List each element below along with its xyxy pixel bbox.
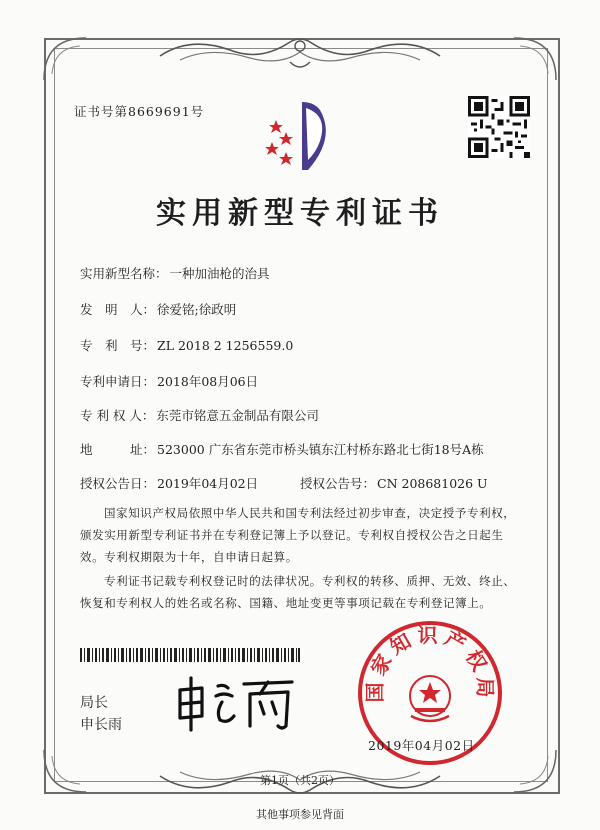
field-value: 徐爱铭;徐政明 [157,302,237,317]
corner-ornament-tl [40,34,90,84]
top-ornament [150,32,450,74]
field-label: 专利申请日： [80,374,156,389]
director-signature [172,672,302,734]
corner-ornament-br [510,746,560,796]
field-inventor [80,300,236,318]
field-value: 2018年08月06日 [157,374,259,389]
seal-text: 国家知识产权局 [362,623,498,703]
field-grant-announcement-number [300,474,488,492]
patent-office-emblem [262,98,342,174]
paragraph-grant-statement: 国家知识产权局依照中华人民共和国专利法经过初步审查，决定授予专利权，颁发实用新型专利证书并在专利登记簿上予以登记。专利权自授权公告之日起生效。专利权期限为十年，自申请日起算。 [80,506,516,564]
field-application-date [80,372,258,390]
page-number: 第1页（共2页） [260,774,340,787]
field-label: 实用新型名称： [80,266,168,281]
field-label: 授权公告号： [300,476,376,491]
paragraph-legal-status: 专利证书记载专利权登记时的法律状况。专利权的转移、质押、无效、终止、恢复和专利权人的姓名或名称、国籍、地址变更等事项记载在专利登记簿上。 [80,574,516,610]
barcode [80,648,300,662]
field-patent-number [80,336,293,354]
field-label: 授权公告日： [80,476,156,491]
field-label: 专 利 权 人： [80,408,155,423]
seal-date: 2019年04月02日 [368,738,475,753]
director-name: 申长雨 [80,717,122,733]
field-label: 发 明 人： [80,302,156,317]
field-utility-model-name [80,264,270,282]
field-value: ZL 2018 2 1256559.0 [157,338,294,353]
footer-note: 其他事项参见背面 [256,808,344,821]
certificate-title: 实用新型专利证书 [156,196,444,231]
field-grant-announcement-date [80,474,258,492]
field-value: 一种加油枪的治具 [169,266,270,281]
field-value: 东莞市铭意五金制品有限公司 [156,408,319,423]
qr-code [468,96,530,158]
field-value: 523000 广东省东莞市桥头镇东江村桥东路北七街18号A栋 [157,442,484,457]
field-patentee [80,406,319,424]
field-address [80,440,484,458]
field-label: 地 址： [80,442,156,457]
field-value: CN 208681026 U [377,476,488,491]
corner-ornament-bl [40,746,90,796]
field-value: 2019年04月02日 [157,476,259,491]
certificate-number: 证书号第8669691号 [74,104,205,119]
corner-ornament-tr [510,34,560,84]
field-label: 专 利 号： [80,338,156,353]
director-title: 局长 [80,695,108,711]
